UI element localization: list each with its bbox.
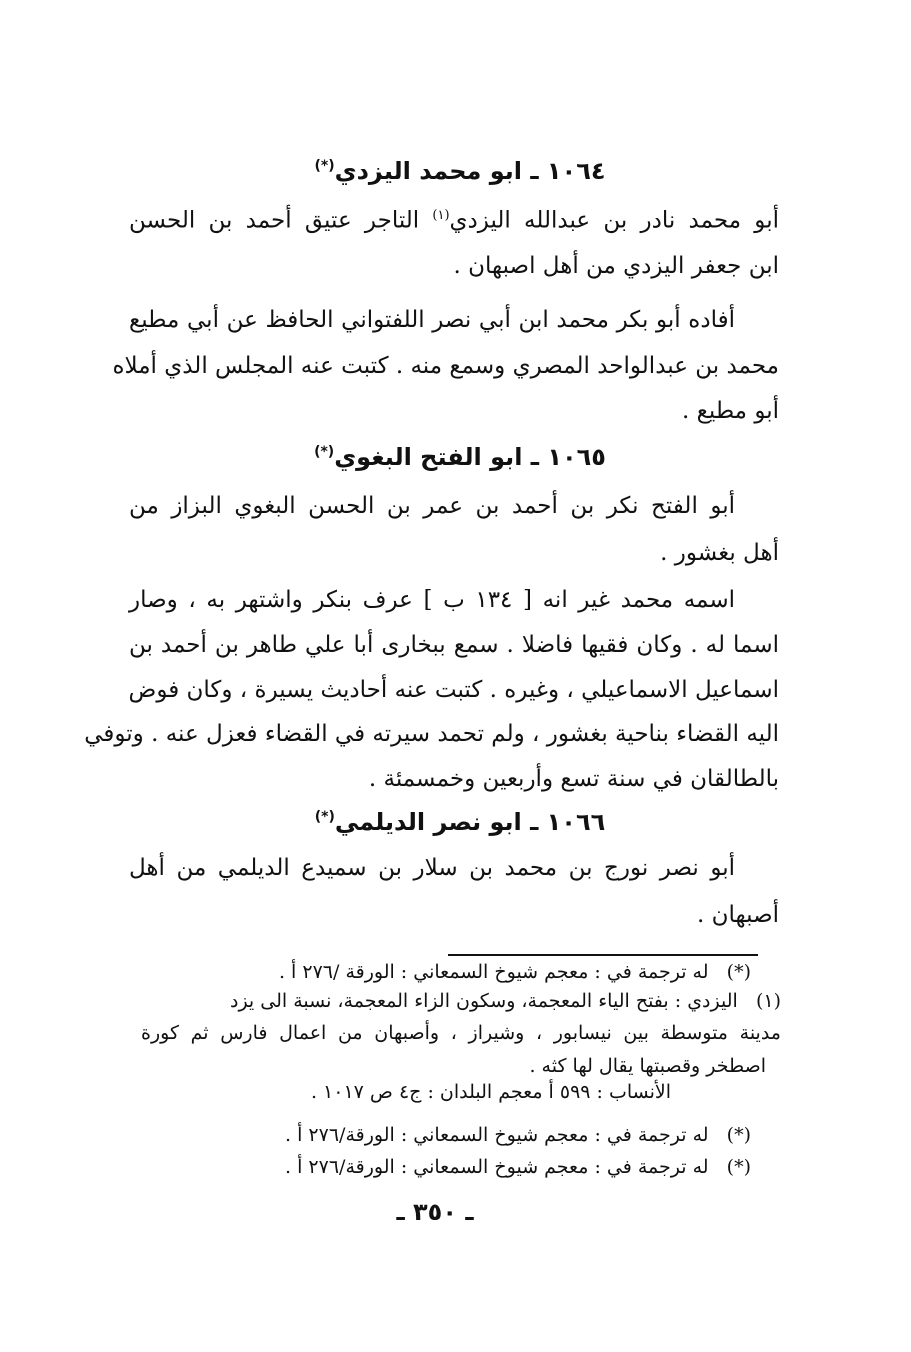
text-line: اليه القضاء بناحية بغشور ، ولم تحمد سيرته في القضاء فعزل عنه . وتوفي xyxy=(84,721,779,747)
text-line: ابن جعفر اليزدي من أهل اصبهان . xyxy=(453,253,779,279)
text-line: أفاده أبو بكر محمد ابن أبي نصر اللفتواني الحافظ عن أبي مطيع xyxy=(129,307,735,333)
footnote-mark: (*) xyxy=(726,1156,751,1178)
footnote-marker: (*) xyxy=(314,809,335,825)
footnote-mark: (١) xyxy=(755,990,781,1012)
text-line: اسمه محمد غير انه [ ١٣٤ ب ] عرف بنكر واشتهر به ، وصار xyxy=(129,587,735,613)
footnote: (*) له ترجمة في : معجم شيوخ السمعاني : الورقة/٢٧٦ أ . xyxy=(285,1156,751,1178)
entry-heading-1065 xyxy=(150,436,770,473)
text-line: محمد بن عبدالواحد المصري وسمع منه . كتبت عنه المجلس الذي أملاه xyxy=(112,353,779,379)
text-line: أبو الفتح نكر بن أحمد بن عمر بن الحسن البغوي البزاز من xyxy=(129,493,735,519)
footnote: (*) له ترجمة في : معجم شيوخ السمعاني : الورقة /٢٧٦ أ . xyxy=(278,961,751,983)
text-line: أبو محمد نادر بن عبدالله اليزدي$^{(١)}$ التاجر عتيق أحمد بن الحسن xyxy=(129,207,779,234)
footnote-continuation: الأنساب : ٥٩٩ أ معجم البلدان : ج٤ ص ١٠١٧ . xyxy=(310,1081,671,1103)
text-line: أصبهان . xyxy=(697,902,779,928)
footnote-separator xyxy=(448,954,758,956)
footnote-marker: (١) xyxy=(432,208,450,223)
footnote-mark: (*) xyxy=(726,1124,751,1146)
footnote: (*) له ترجمة في : معجم شيوخ السمعاني : الورقة/٢٧٦ أ . xyxy=(285,1124,751,1146)
footnote: (١) اليزدي : بفتح الياء المعجمة، وسكون الزاء المعجمة، نسبة الى يزد xyxy=(229,990,781,1012)
footnote-marker: (*) xyxy=(314,444,335,460)
entry-heading-text: ١٠٦٦ ـ ابو نصر الديلمي xyxy=(334,808,606,836)
text-line: بالطالقان في سنة تسع وأربعين وخمسمئة . xyxy=(368,766,779,792)
footnote-mark: (*) xyxy=(726,961,751,983)
text-line: أبو مطيع . xyxy=(682,398,779,424)
text-line: أهل بغشور . xyxy=(660,540,779,566)
entry-heading-1066 xyxy=(150,801,770,838)
footnote-continuation: مدينة متوسطة بين نيسابور ، وشيراز ، وأصبهان من اعمال فارس ثم كورة xyxy=(141,1022,781,1044)
entry-heading-1064 xyxy=(150,150,770,187)
entry-heading-text: ١٠٦٤ ـ ابو محمد اليزدي xyxy=(334,157,606,185)
text-line: اسماعيل الاسماعيلي ، وغيره . كتبت عنه أحاديث يسيرة ، وكان فوض xyxy=(128,677,779,703)
footnote-continuation: اصطخر وقصبتها يقال لها كثه . xyxy=(529,1055,766,1077)
footnote-marker: (*) xyxy=(314,158,335,174)
text-line: اسما له . وكان فقيها فاضلا . سمع ببخارى أبا علي طاهر بن أحمد بن xyxy=(129,632,779,658)
text-line: أبو نصر نورج بن محمد بن سلار بن سميدع الديلمي من أهل xyxy=(129,855,735,881)
page-number: ـ ٣٥٠ ـ xyxy=(396,1198,474,1226)
entry-heading-text: ١٠٦٥ ـ ابو الفتح البغوي xyxy=(334,443,606,471)
